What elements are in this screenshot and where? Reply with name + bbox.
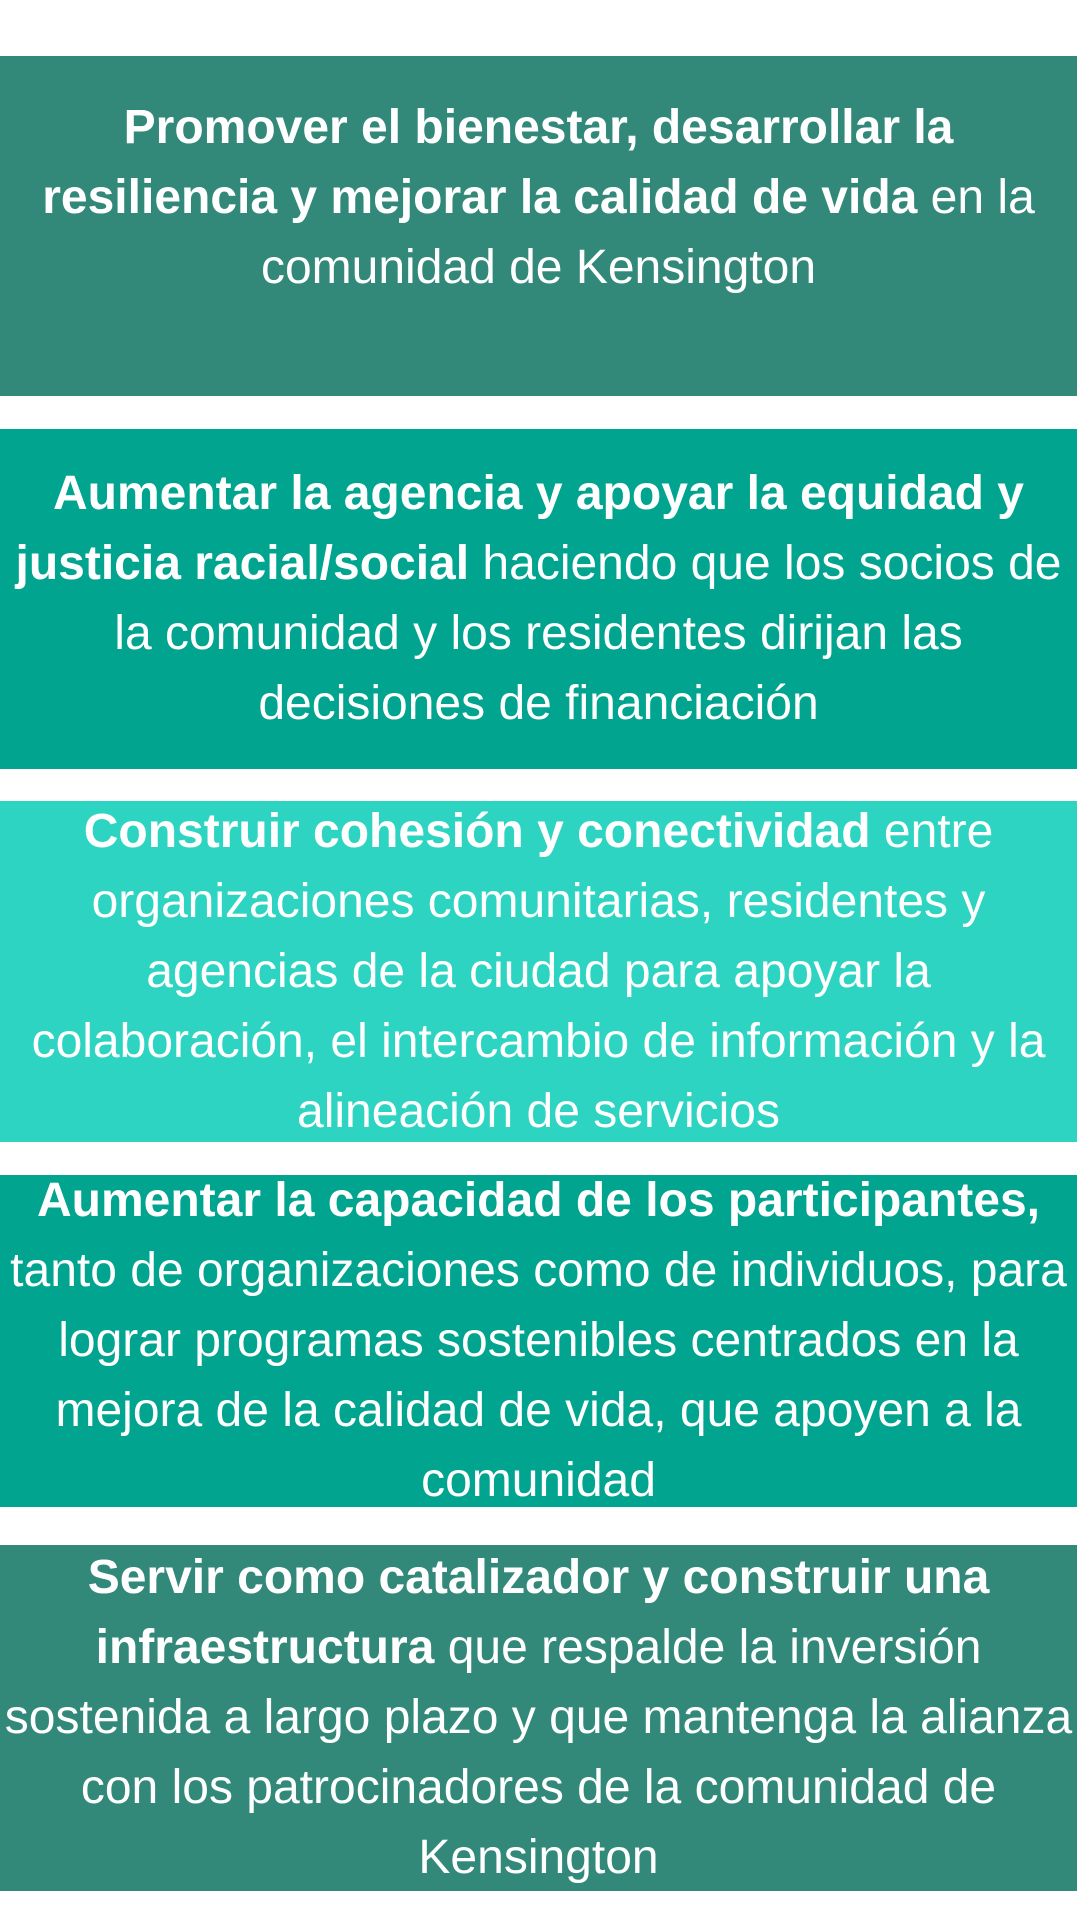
goal-text <box>2 797 1075 1147</box>
goal-description: que respalde la inversión sostenida a largo plazo y que mantenga la alianza con los patrocinadores de la comunidad de Kensington <box>4 1621 1073 1884</box>
goal-highlight: Construir cohesión y conectividad <box>83 804 871 858</box>
goal-text <box>2 1543 1075 1893</box>
goal-highlight: Aumentar la capacidad de los participantes, <box>37 1174 1040 1227</box>
goal-card-cohesion <box>0 801 1077 1142</box>
goal-description: haciendo que los socios de la comunidad y los residentes dirijan las decisiones de financiación <box>114 537 1062 730</box>
goal-card-capacity <box>0 1175 1077 1507</box>
goal-highlight: Promover el bienestar, desarrollar la resiliencia y mejorar la calidad de vida <box>42 101 954 224</box>
goal-description: tanto de organizaciones como de individuos, para lograr programas sostenibles centrados en la mejora de la calidad de vida, que apoyen a la comunidad <box>10 1244 1067 1507</box>
goal-description: entre organizaciones comunitarias, residentes y agencias de la ciudad para apoyar la colaboración, el intercambio de información y la alineación de servicios <box>31 804 1046 1138</box>
goal-card-wellbeing <box>0 56 1077 396</box>
goal-card-agency-equity <box>0 429 1077 769</box>
goal-description: en la comunidad de Kensington <box>260 171 1035 294</box>
goal-text <box>2 93 1075 359</box>
goal-highlight: Servir como catalizador y construir una infraestructura <box>87 1551 990 1674</box>
goal-highlight: Aumentar la agencia y apoyar la equidad y justicia racial/social <box>15 467 1024 590</box>
goal-text <box>2 1166 1075 1516</box>
goal-card-infrastructure <box>0 1545 1077 1891</box>
goal-text <box>2 459 1075 739</box>
